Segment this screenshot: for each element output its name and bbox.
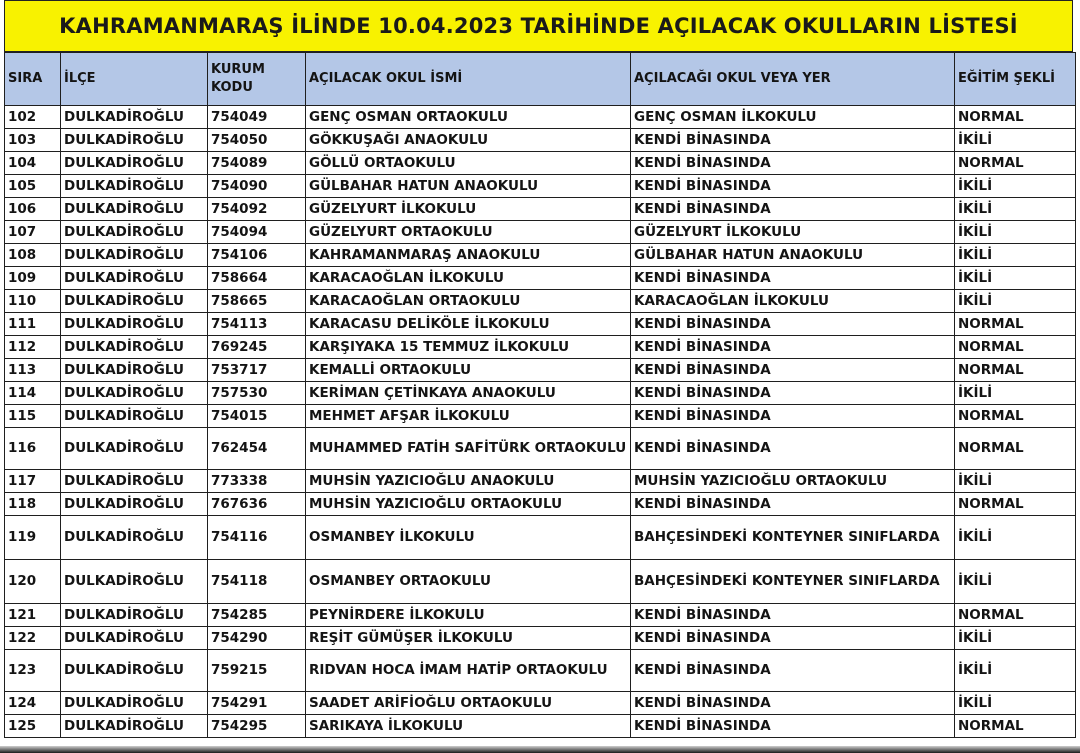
- table-row: [5, 516, 1076, 560]
- cell-ilce: DULKADİROĞLU: [61, 313, 208, 336]
- cell-kurum-kodu: 754295: [208, 715, 306, 738]
- cell-ilce: DULKADİROĞLU: [61, 336, 208, 359]
- cell-ilce: DULKADİROĞLU: [61, 129, 208, 152]
- cell-yer: KENDİ BİNASINDA: [631, 359, 955, 382]
- cell-yer: GÜZELYURT İLKOKULU: [631, 221, 955, 244]
- cell-ilce: DULKADİROĞLU: [61, 692, 208, 715]
- table-row: [5, 692, 1076, 715]
- cell-ilce: DULKADİROĞLU: [61, 516, 208, 560]
- cell-kurum-kodu: 754089: [208, 152, 306, 175]
- cell-sira: 124: [5, 692, 61, 715]
- cell-egitim-sekli: İKİLİ: [955, 221, 1076, 244]
- cell-sira: 109: [5, 267, 61, 290]
- cell-okul-ismi: OSMANBEY ORTAOKULU: [306, 560, 631, 604]
- cell-ilce: DULKADİROĞLU: [61, 359, 208, 382]
- header-kurum-kodu: KURUM KODU: [208, 53, 306, 106]
- cell-kurum-kodu: 754285: [208, 604, 306, 627]
- cell-egitim-sekli: NORMAL: [955, 106, 1076, 129]
- header-yer: AÇILACAĞI OKUL VEYA YER: [631, 53, 955, 106]
- cell-ilce: DULKADİROĞLU: [61, 198, 208, 221]
- table-row: [5, 313, 1076, 336]
- header-okul-ismi: AÇILACAK OKUL İSMİ: [306, 53, 631, 106]
- cell-sira: 117: [5, 470, 61, 493]
- table-row: [5, 267, 1076, 290]
- cell-okul-ismi: KAHRAMANMARAŞ ANAOKULU: [306, 244, 631, 267]
- table-row: [5, 336, 1076, 359]
- table-row: [5, 470, 1076, 493]
- cell-okul-ismi: KARACASU DELİKÖLE İLKOKULU: [306, 313, 631, 336]
- cell-okul-ismi: KARŞIYAKA 15 TEMMUZ İLKOKULU: [306, 336, 631, 359]
- cell-okul-ismi: MUHSİN YAZICIOĞLU ANAOKULU: [306, 470, 631, 493]
- cell-egitim-sekli: NORMAL: [955, 428, 1076, 470]
- cell-yer: KENDİ BİNASINDA: [631, 692, 955, 715]
- cell-sira: 106: [5, 198, 61, 221]
- cell-kurum-kodu: 754050: [208, 129, 306, 152]
- cell-okul-ismi: MUHSİN YAZICIOĞLU ORTAOKULU: [306, 493, 631, 516]
- cell-egitim-sekli: NORMAL: [955, 336, 1076, 359]
- table-row: [5, 244, 1076, 267]
- cell-ilce: DULKADİROĞLU: [61, 470, 208, 493]
- cell-sira: 118: [5, 493, 61, 516]
- cell-ilce: DULKADİROĞLU: [61, 244, 208, 267]
- cell-kurum-kodu: 754116: [208, 516, 306, 560]
- cell-yer: KENDİ BİNASINDA: [631, 267, 955, 290]
- cell-yer: GENÇ OSMAN İLKOKULU: [631, 106, 955, 129]
- cell-egitim-sekli: NORMAL: [955, 493, 1076, 516]
- cell-okul-ismi: GÜZELYURT İLKOKULU: [306, 198, 631, 221]
- cell-yer: KENDİ BİNASINDA: [631, 175, 955, 198]
- screen-bottom-edge: [0, 746, 1080, 753]
- header-egitim-sekli: EĞİTİM ŞEKLİ: [955, 53, 1076, 106]
- cell-yer: KENDİ BİNASINDA: [631, 428, 955, 470]
- cell-ilce: DULKADİROĞLU: [61, 267, 208, 290]
- cell-egitim-sekli: NORMAL: [955, 313, 1076, 336]
- table-row: [5, 129, 1076, 152]
- cell-okul-ismi: SAADET ARİFİOĞLU ORTAOKULU: [306, 692, 631, 715]
- cell-ilce: DULKADİROĞLU: [61, 221, 208, 244]
- cell-egitim-sekli: İKİLİ: [955, 692, 1076, 715]
- cell-ilce: DULKADİROĞLU: [61, 650, 208, 692]
- cell-sira: 116: [5, 428, 61, 470]
- cell-okul-ismi: GÜZELYURT ORTAOKULU: [306, 221, 631, 244]
- cell-kurum-kodu: 754113: [208, 313, 306, 336]
- table-row: [5, 359, 1076, 382]
- cell-ilce: DULKADİROĞLU: [61, 715, 208, 738]
- cell-ilce: DULKADİROĞLU: [61, 152, 208, 175]
- cell-kurum-kodu: 753717: [208, 359, 306, 382]
- cell-egitim-sekli: NORMAL: [955, 359, 1076, 382]
- cell-yer: KENDİ BİNASINDA: [631, 313, 955, 336]
- cell-sira: 115: [5, 405, 61, 428]
- cell-okul-ismi: REŞİT GÜMÜŞER İLKOKULU: [306, 627, 631, 650]
- cell-kurum-kodu: 754291: [208, 692, 306, 715]
- cell-egitim-sekli: NORMAL: [955, 715, 1076, 738]
- cell-ilce: DULKADİROĞLU: [61, 493, 208, 516]
- cell-okul-ismi: GENÇ OSMAN ORTAOKULU: [306, 106, 631, 129]
- cell-kurum-kodu: 754094: [208, 221, 306, 244]
- cell-sira: 121: [5, 604, 61, 627]
- cell-sira: 105: [5, 175, 61, 198]
- cell-okul-ismi: RIDVAN HOCA İMAM HATİP ORTAOKULU: [306, 650, 631, 692]
- cell-ilce: DULKADİROĞLU: [61, 290, 208, 313]
- cell-yer: KENDİ BİNASINDA: [631, 627, 955, 650]
- table-row: [5, 175, 1076, 198]
- cell-yer: KENDİ BİNASINDA: [631, 382, 955, 405]
- cell-yer: KARACAOĞLAN İLKOKULU: [631, 290, 955, 313]
- cell-yer: GÜLBAHAR HATUN ANAOKULU: [631, 244, 955, 267]
- cell-yer: KENDİ BİNASINDA: [631, 650, 955, 692]
- cell-okul-ismi: PEYNİRDERE İLKOKULU: [306, 604, 631, 627]
- table-header-row: [5, 53, 1076, 106]
- cell-okul-ismi: SARIKAYA İLKOKULU: [306, 715, 631, 738]
- cell-kurum-kodu: 767636: [208, 493, 306, 516]
- cell-sira: 113: [5, 359, 61, 382]
- table-row: [5, 405, 1076, 428]
- table-row: [5, 627, 1076, 650]
- cell-egitim-sekli: İKİLİ: [955, 267, 1076, 290]
- cell-kurum-kodu: 754015: [208, 405, 306, 428]
- cell-kurum-kodu: 773338: [208, 470, 306, 493]
- cell-yer: KENDİ BİNASINDA: [631, 198, 955, 221]
- cell-okul-ismi: GÜLBAHAR HATUN ANAOKULU: [306, 175, 631, 198]
- cell-sira: 120: [5, 560, 61, 604]
- cell-egitim-sekli: İKİLİ: [955, 560, 1076, 604]
- header-sira: SIRA: [5, 53, 61, 106]
- cell-kurum-kodu: 754106: [208, 244, 306, 267]
- table-row: [5, 152, 1076, 175]
- cell-kurum-kodu: 758664: [208, 267, 306, 290]
- cell-ilce: DULKADİROĞLU: [61, 175, 208, 198]
- cell-egitim-sekli: NORMAL: [955, 152, 1076, 175]
- cell-ilce: DULKADİROĞLU: [61, 604, 208, 627]
- cell-yer: KENDİ BİNASINDA: [631, 715, 955, 738]
- cell-okul-ismi: GÖKKUŞAĞI ANAOKULU: [306, 129, 631, 152]
- cell-sira: 104: [5, 152, 61, 175]
- cell-egitim-sekli: İKİLİ: [955, 198, 1076, 221]
- cell-yer: KENDİ BİNASINDA: [631, 129, 955, 152]
- cell-yer: KENDİ BİNASINDA: [631, 604, 955, 627]
- table-row: [5, 604, 1076, 627]
- cell-egitim-sekli: İKİLİ: [955, 627, 1076, 650]
- cell-sira: 108: [5, 244, 61, 267]
- cell-egitim-sekli: İKİLİ: [955, 290, 1076, 313]
- table-row: [5, 106, 1076, 129]
- cell-sira: 125: [5, 715, 61, 738]
- cell-egitim-sekli: İKİLİ: [955, 516, 1076, 560]
- cell-kurum-kodu: 757530: [208, 382, 306, 405]
- cell-okul-ismi: KARACAOĞLAN ORTAOKULU: [306, 290, 631, 313]
- cell-kurum-kodu: 769245: [208, 336, 306, 359]
- title-banner: [4, 0, 1073, 52]
- cell-sira: 103: [5, 129, 61, 152]
- cell-okul-ismi: MEHMET AFŞAR İLKOKULU: [306, 405, 631, 428]
- table-row: [5, 428, 1076, 470]
- cell-yer: BAHÇESİNDEKİ KONTEYNER SINIFLARDA: [631, 516, 955, 560]
- cell-okul-ismi: KARACAOĞLAN İLKOKULU: [306, 267, 631, 290]
- cell-ilce: DULKADİROĞLU: [61, 428, 208, 470]
- table-row: [5, 198, 1076, 221]
- header-ilce: İLÇE: [61, 53, 208, 106]
- table-row: [5, 221, 1076, 244]
- cell-sira: 112: [5, 336, 61, 359]
- page-title: KAHRAMANMARAŞ İLİNDE 10.04.2023 TARİHİNDE AÇILACAK OKULLARIN LİSTESİ: [59, 14, 1018, 38]
- cell-yer: KENDİ BİNASINDA: [631, 152, 955, 175]
- cell-okul-ismi: KEMALLİ ORTAOKULU: [306, 359, 631, 382]
- cell-kurum-kodu: 754290: [208, 627, 306, 650]
- cell-egitim-sekli: İKİLİ: [955, 650, 1076, 692]
- cell-egitim-sekli: İKİLİ: [955, 382, 1076, 405]
- cell-kurum-kodu: 754092: [208, 198, 306, 221]
- cell-kurum-kodu: 754049: [208, 106, 306, 129]
- table-row: [5, 493, 1076, 516]
- cell-sira: 122: [5, 627, 61, 650]
- cell-sira: 119: [5, 516, 61, 560]
- cell-kurum-kodu: 762454: [208, 428, 306, 470]
- cell-okul-ismi: GÖLLÜ ORTAOKULU: [306, 152, 631, 175]
- cell-yer: KENDİ BİNASINDA: [631, 493, 955, 516]
- cell-kurum-kodu: 754090: [208, 175, 306, 198]
- cell-sira: 110: [5, 290, 61, 313]
- cell-ilce: DULKADİROĞLU: [61, 627, 208, 650]
- cell-sira: 102: [5, 106, 61, 129]
- cell-kurum-kodu: 758665: [208, 290, 306, 313]
- cell-sira: 123: [5, 650, 61, 692]
- cell-egitim-sekli: NORMAL: [955, 405, 1076, 428]
- table-row: [5, 382, 1076, 405]
- cell-yer: KENDİ BİNASINDA: [631, 405, 955, 428]
- cell-sira: 111: [5, 313, 61, 336]
- schools-table: [4, 52, 1076, 738]
- cell-egitim-sekli: İKİLİ: [955, 129, 1076, 152]
- cell-egitim-sekli: İKİLİ: [955, 470, 1076, 493]
- cell-sira: 114: [5, 382, 61, 405]
- cell-okul-ismi: KERİMAN ÇETİNKAYA ANAOKULU: [306, 382, 631, 405]
- table-row: [5, 560, 1076, 604]
- table-row: [5, 290, 1076, 313]
- cell-ilce: DULKADİROĞLU: [61, 382, 208, 405]
- cell-ilce: DULKADİROĞLU: [61, 560, 208, 604]
- cell-yer: BAHÇESİNDEKİ KONTEYNER SINIFLARDA: [631, 560, 955, 604]
- cell-kurum-kodu: 759215: [208, 650, 306, 692]
- cell-egitim-sekli: İKİLİ: [955, 244, 1076, 267]
- cell-yer: KENDİ BİNASINDA: [631, 336, 955, 359]
- cell-okul-ismi: MUHAMMED FATİH SAFİTÜRK ORTAOKULU: [306, 428, 631, 470]
- cell-yer: MUHSİN YAZICIOĞLU ORTAOKULU: [631, 470, 955, 493]
- cell-ilce: DULKADİROĞLU: [61, 405, 208, 428]
- cell-egitim-sekli: İKİLİ: [955, 175, 1076, 198]
- cell-sira: 107: [5, 221, 61, 244]
- cell-okul-ismi: OSMANBEY İLKOKULU: [306, 516, 631, 560]
- cell-kurum-kodu: 754118: [208, 560, 306, 604]
- cell-egitim-sekli: NORMAL: [955, 604, 1076, 627]
- cell-ilce: DULKADİROĞLU: [61, 106, 208, 129]
- table-row: [5, 650, 1076, 692]
- table-row: [5, 715, 1076, 738]
